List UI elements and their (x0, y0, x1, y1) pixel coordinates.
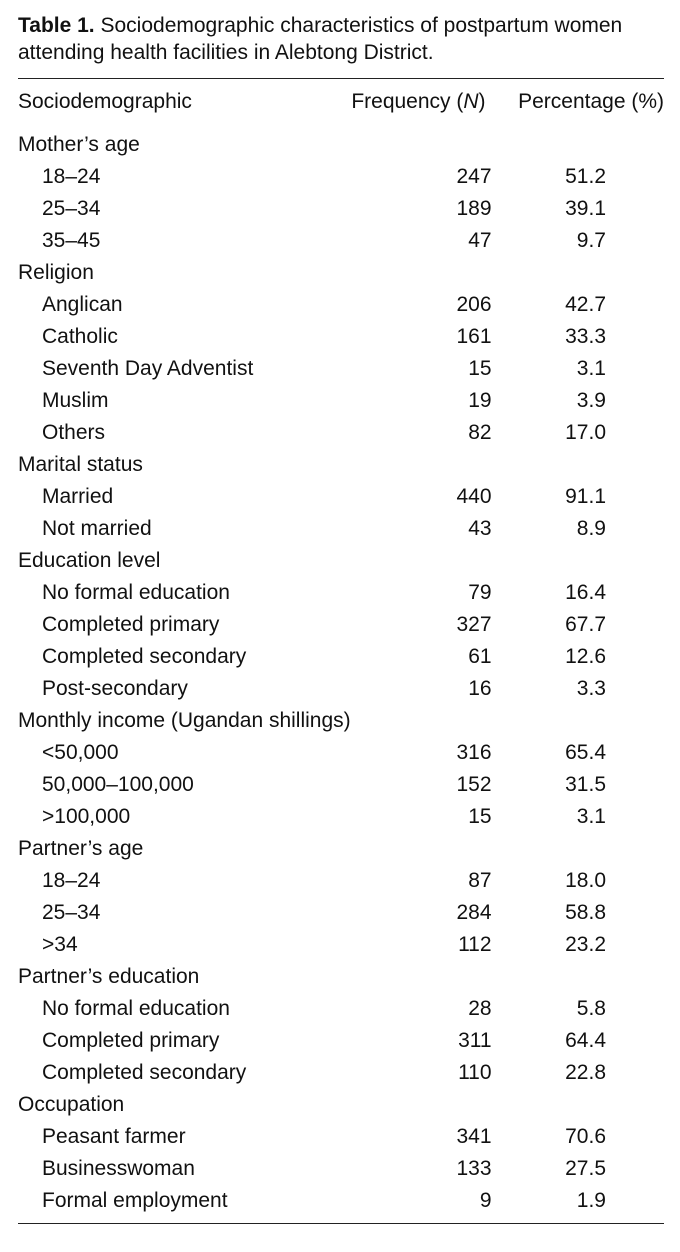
table-header (18, 79, 664, 125)
sociodemographic-table (18, 79, 664, 1217)
table-row (18, 225, 664, 257)
table-row (18, 865, 664, 897)
row-percentage: 3.1 (576, 805, 606, 828)
row-frequency: 316 (456, 741, 492, 764)
header-percentage: Percentage (%) (518, 90, 664, 113)
row-percentage: 3.1 (576, 357, 606, 380)
table-row (18, 385, 664, 417)
row-label: No formal education (42, 581, 230, 604)
row-percentage: 51.2 (565, 165, 606, 188)
table-row (18, 1121, 664, 1153)
row-label: Muslim (42, 389, 109, 412)
row-percentage: 31.5 (565, 773, 606, 796)
table-row (18, 673, 664, 705)
row-percentage: 33.3 (565, 325, 606, 348)
row-frequency: 87 (468, 869, 492, 892)
row-percentage: 22.8 (565, 1061, 606, 1084)
row-percentage: 27.5 (565, 1157, 606, 1180)
row-frequency: 43 (468, 517, 492, 540)
table-row (18, 577, 664, 609)
row-percentage: 18.0 (565, 869, 606, 892)
table-row (18, 929, 664, 961)
empty-cell (351, 449, 508, 481)
row-label: Seventh Day Adventist (42, 357, 254, 380)
row-percentage: 1.9 (576, 1189, 606, 1212)
table-row (18, 161, 664, 193)
table-row (18, 1025, 664, 1057)
table-row (18, 321, 664, 353)
table-row (18, 609, 664, 641)
empty-cell (508, 449, 664, 481)
row-label: No formal education (42, 997, 230, 1020)
row-frequency: 327 (456, 613, 492, 636)
empty-cell (508, 1089, 664, 1121)
empty-cell (351, 705, 508, 737)
empty-cell (351, 125, 508, 161)
table-caption-text: Sociodemographic characteristics of postpartum women attending health facilities in Alebtong District. (18, 14, 623, 64)
table-caption-label: Table 1. (18, 14, 95, 37)
header-frequency-var: N (463, 90, 479, 113)
section-title: Monthly income (Ugandan shillings) (18, 709, 351, 732)
empty-cell (508, 961, 664, 993)
table-bottom-rule (18, 1223, 664, 1224)
row-percentage: 42.7 (565, 293, 606, 316)
section-row (18, 705, 664, 737)
empty-cell (351, 545, 508, 577)
header-sociodemographic: Sociodemographic (18, 90, 192, 113)
row-frequency: 112 (458, 933, 492, 956)
table-row (18, 1185, 664, 1217)
row-frequency: 79 (468, 581, 492, 604)
row-percentage: 5.8 (576, 997, 606, 1020)
row-label: Not married (42, 517, 152, 540)
header-frequency (351, 79, 508, 125)
row-frequency: 247 (456, 165, 492, 188)
row-percentage: 23.2 (565, 933, 606, 956)
table-body (18, 125, 664, 1217)
row-label: Completed primary (42, 1029, 220, 1052)
row-frequency: 15 (468, 357, 492, 380)
row-frequency: 311 (458, 1029, 492, 1052)
section-row (18, 833, 664, 865)
row-percentage: 12.6 (565, 645, 606, 668)
row-frequency: 284 (456, 901, 492, 924)
row-percentage: 64.4 (565, 1029, 606, 1052)
row-label: 35–45 (42, 229, 101, 252)
section-row (18, 257, 664, 289)
section-row (18, 961, 664, 993)
row-frequency: 133 (456, 1157, 492, 1180)
empty-cell (508, 125, 664, 161)
table-row (18, 417, 664, 449)
row-label: Anglican (42, 293, 123, 316)
row-label: Others (42, 421, 106, 444)
section-title: Occupation (18, 1093, 125, 1116)
row-label: >100,000 (42, 805, 131, 828)
table-row (18, 801, 664, 833)
row-frequency: 206 (456, 293, 492, 316)
row-label: 18–24 (42, 869, 101, 892)
empty-cell (508, 705, 664, 737)
table-row (18, 993, 664, 1025)
table-row (18, 353, 664, 385)
empty-cell (508, 257, 664, 289)
table-row (18, 289, 664, 321)
row-frequency: 61 (468, 645, 492, 668)
table-row (18, 1057, 664, 1089)
row-percentage: 16.4 (565, 581, 606, 604)
row-percentage: 17.0 (565, 421, 606, 444)
section-row (18, 125, 664, 161)
row-percentage: 67.7 (565, 613, 606, 636)
row-percentage: 9.7 (576, 229, 606, 252)
section-title: Marital status (18, 453, 143, 476)
table-row (18, 1153, 664, 1185)
row-label: 18–24 (42, 165, 101, 188)
section-row (18, 449, 664, 481)
header-frequency-prefix: Frequency ( (351, 90, 464, 113)
section-row (18, 1089, 664, 1121)
row-frequency: 341 (456, 1125, 492, 1148)
row-label: 25–34 (42, 901, 101, 924)
section-title: Mother’s age (18, 133, 140, 156)
table-row (18, 513, 664, 545)
empty-cell (351, 257, 508, 289)
row-label: Completed secondary (42, 1061, 247, 1084)
table-caption (18, 12, 664, 66)
section-title: Religion (18, 261, 94, 284)
row-label: >34 (42, 933, 78, 956)
empty-cell (508, 545, 664, 577)
row-frequency: 16 (468, 677, 492, 700)
table-row (18, 481, 664, 513)
row-label: Peasant farmer (42, 1125, 186, 1148)
section-title: Partner’s education (18, 965, 200, 988)
table-row (18, 641, 664, 673)
table-row (18, 193, 664, 225)
header-row (18, 79, 664, 125)
row-percentage: 91.1 (565, 485, 606, 508)
row-label: Married (42, 485, 114, 508)
row-frequency: 440 (456, 485, 492, 508)
empty-cell (508, 833, 664, 865)
row-frequency: 9 (479, 1189, 492, 1212)
row-label: 50,000–100,000 (42, 773, 194, 796)
row-percentage: 39.1 (565, 197, 606, 220)
table-row (18, 769, 664, 801)
empty-cell (351, 961, 508, 993)
row-label: Catholic (42, 325, 118, 348)
empty-cell (351, 1089, 508, 1121)
row-percentage: 65.4 (565, 741, 606, 764)
row-label: Formal employment (42, 1189, 228, 1212)
row-frequency: 19 (468, 389, 492, 412)
header-frequency-suffix: ) (478, 90, 486, 113)
row-percentage: 8.9 (576, 517, 606, 540)
row-frequency: 189 (456, 197, 492, 220)
row-percentage: 70.6 (565, 1125, 606, 1148)
row-frequency: 82 (468, 421, 492, 444)
row-frequency: 47 (468, 229, 492, 252)
row-label: Post-secondary (42, 677, 188, 700)
row-frequency: 110 (458, 1061, 492, 1084)
row-label: 25–34 (42, 197, 101, 220)
row-percentage: 58.8 (565, 901, 606, 924)
row-percentage: 3.9 (576, 389, 606, 412)
row-label: Completed secondary (42, 645, 247, 668)
row-label: Businesswoman (42, 1157, 195, 1180)
row-label: <50,000 (42, 741, 119, 764)
empty-cell (351, 833, 508, 865)
section-title: Partner’s age (18, 837, 144, 860)
row-frequency: 161 (456, 325, 492, 348)
row-frequency: 152 (456, 773, 492, 796)
row-percentage: 3.3 (576, 677, 606, 700)
row-frequency: 28 (468, 997, 492, 1020)
row-frequency: 15 (468, 805, 492, 828)
row-label: Completed primary (42, 613, 220, 636)
table-row (18, 897, 664, 929)
table-row (18, 737, 664, 769)
section-row (18, 545, 664, 577)
section-title: Education level (18, 549, 161, 572)
